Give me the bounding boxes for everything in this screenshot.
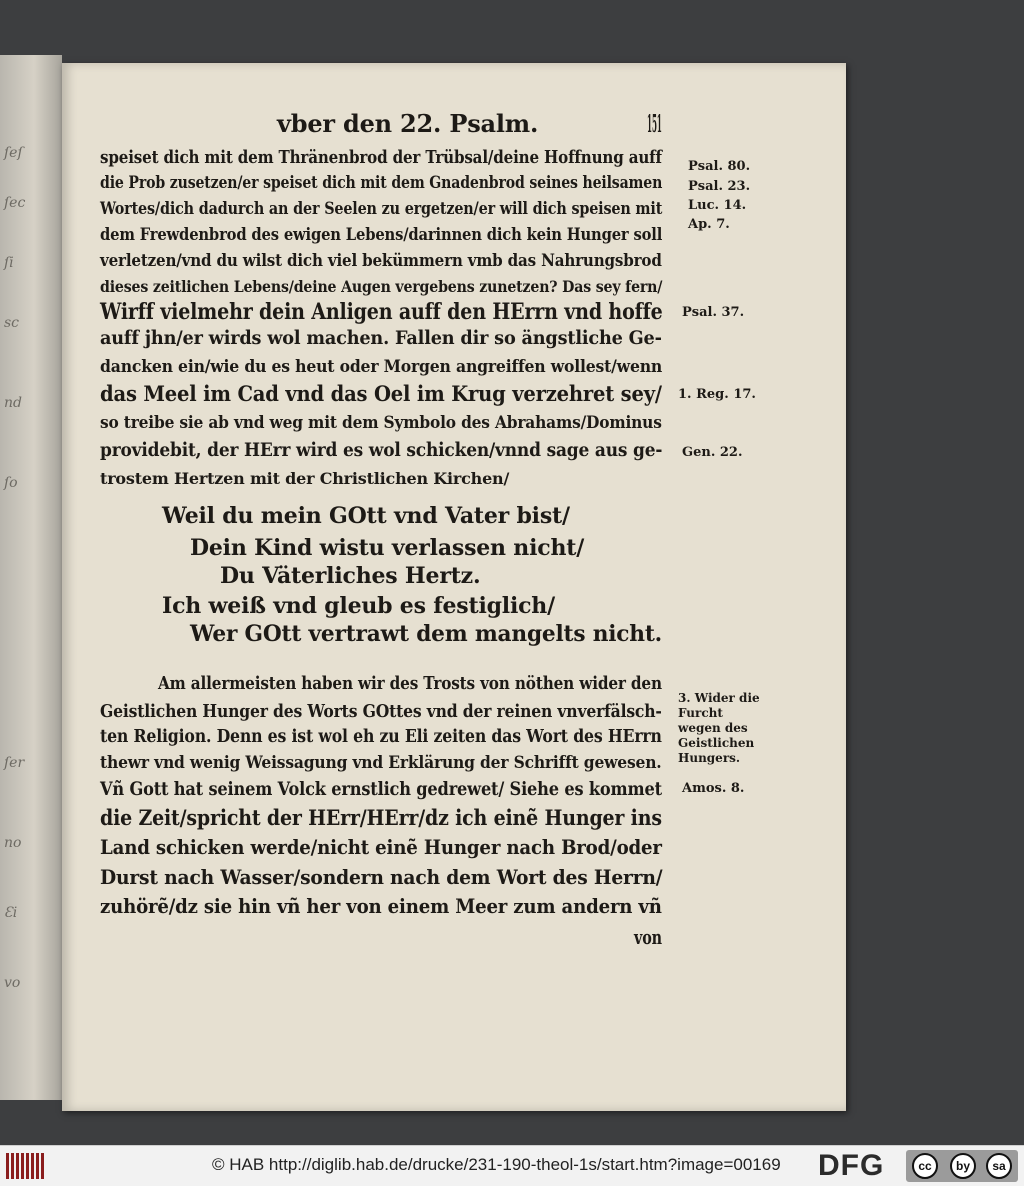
- text-line: auff jhn/er wirds wol machen. Fallen dir so ängstliche Ge-: [100, 327, 662, 349]
- creative-commons-badge[interactable]: [906, 1150, 1018, 1182]
- catchword: von: [634, 925, 662, 949]
- copyright-link[interactable]: © HAB http://diglib.hab.de/drucke/231-190-theol-1s/start.htm?image=00169: [212, 1155, 781, 1174]
- text-line: dieses zeitlichen Lebens/deine Augen vergebens zunetzen? Das sey fern/: [100, 277, 663, 296]
- text-line: Vñ Gott hat seinem Volck ernstlich gedrewet/ Siehe es kommet: [100, 779, 662, 800]
- sa-icon: sa: [986, 1153, 1012, 1179]
- by-icon: by: [950, 1153, 976, 1179]
- text-line: verletzen/vnd du wilst dich viel bekümmern vmb das Nahrungsbrod: [100, 251, 662, 271]
- text-line: so treibe sie ab vnd weg mit dem Symbolo des Abrahams/Dominus: [100, 413, 662, 432]
- verse-line: Du Väterliches Hertz.: [220, 563, 481, 589]
- text-line: Durst nach Wasser/sondern nach dem Wort des Herrn/: [100, 865, 663, 889]
- text-line: dancken ein/wie du es heut oder Morgen angreiffen wollest/wenn: [100, 357, 663, 376]
- text-line: Geistlichen Hunger des Worts GOttes vnd der reinen vnverfälsch-: [100, 701, 662, 722]
- text-line: das Meel im Cad vnd das Oel im Krug verzehret sey/: [100, 381, 662, 406]
- text-line: speiset dich mit dem Thränenbrod der Trübsal/deine Hoffnung auff: [100, 147, 662, 168]
- margin-note: Luc. 14.: [688, 198, 747, 213]
- text-line: Wortes/dich dadurch an der Seelen zu ergetzen/er will dich speisen mit: [100, 199, 663, 219]
- running-header: vber den 22. Psalm.: [277, 109, 539, 138]
- verse-line: Ich weiß vnd gleub es festiglich/: [162, 593, 555, 619]
- margin-note: Ap. 7.: [688, 217, 730, 232]
- verse-line: Dein Kind wistu verlassen nicht/: [190, 535, 585, 561]
- previous-page-edge: ſeſ ſec ſi sc nd ſo ſer no Ɛi vo: [0, 55, 62, 1100]
- footer-bar: [0, 1145, 1024, 1186]
- text-line: ten Religion. Denn es ist wol eh zu Eli zeiten das Wort des HErrn: [100, 727, 662, 747]
- margin-note: Amos. 8.: [682, 781, 745, 796]
- margin-note: Psal. 23.: [688, 179, 751, 194]
- book-page: [62, 63, 846, 1111]
- margin-note: Gen. 22.: [682, 445, 743, 460]
- text-line: thewr vnd wenig Weissagung vnd Erklärung der Schrifft gewesen.: [100, 753, 662, 773]
- text-line: zuhörẽ/dz sie hin vñ her von einem Meer zum andern vñ: [100, 895, 662, 918]
- margin-note: 1. Reg. 17.: [678, 387, 756, 402]
- text-line: Wirff vielmehr dein Anligen auff den HErrn vnd hoffe: [100, 299, 663, 325]
- text-line: dem Frewdenbrod des ewigen Lebens/darinnen dich kein Hunger soll: [100, 225, 663, 245]
- margin-note: 3. Wider die Furcht wegen des Geistlichen Hungers.: [678, 691, 760, 765]
- page-number: 151: [647, 109, 662, 138]
- cc-icon: cc: [912, 1153, 938, 1179]
- text-line: providebit, der HErr wird es wol schicken/vnnd sage aus ge-: [100, 439, 663, 461]
- text-line: Am allermeisten haben wir des Trosts von nöthen wider den: [158, 673, 662, 694]
- margin-note: Psal. 80.: [688, 159, 751, 174]
- dfg-logo: DFG: [818, 1149, 885, 1182]
- verse-line: Weil du mein GOtt vnd Vater bist/: [162, 503, 570, 529]
- text-line: die Zeit/spricht der HErr/HErr/dz ich einẽ Hunger ins: [100, 805, 662, 830]
- text-line: Land schicken werde/nicht einẽ Hunger nach Brod/oder: [100, 835, 662, 859]
- margin-note: Psal. 37.: [682, 305, 745, 320]
- text-line: die Prob zusetzen/er speiset dich mit dem Gnadenbrod seines heilsamen: [100, 173, 663, 193]
- text-line: trostem Hertzen mit der Christlichen Kirchen/: [100, 469, 510, 488]
- verse-line: Wer GOtt vertrawt dem mangelts nicht.: [190, 621, 663, 647]
- hab-logo-icon: [6, 1153, 46, 1179]
